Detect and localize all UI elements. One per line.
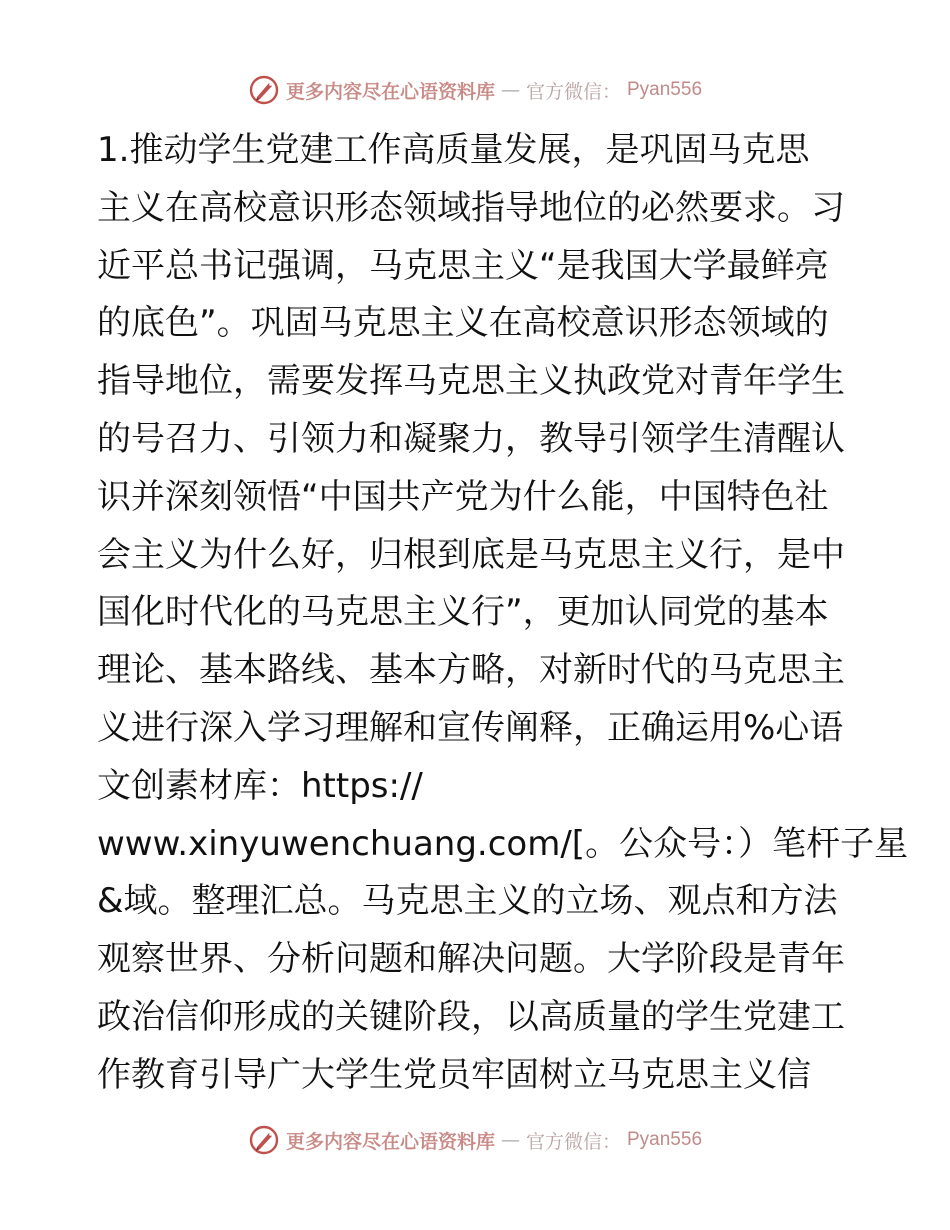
promo-text: 更多内容尽在心语资料库 bbox=[285, 1130, 495, 1153]
body-line: 义进行深入学习理解和宣传阐释，正确运用%心语 bbox=[97, 707, 844, 748]
pen-logo-icon bbox=[248, 74, 280, 106]
banner-separator: — bbox=[500, 1129, 520, 1151]
header-banner bbox=[0, 70, 950, 110]
body-line: 指导地位，需要发挥马克思主义执政党对青年学生 bbox=[97, 361, 845, 402]
banner-separator: — bbox=[500, 79, 520, 101]
body-line: 识并深刻领悟“中国共产党为什么能，中国特色社 bbox=[97, 476, 829, 517]
body-line: 近平总书记强调，马克思主义“是我国大学最鲜亮 bbox=[97, 245, 829, 286]
body-line: 政治信仰形成的关键阶段，以高质量的学生党建工 bbox=[97, 996, 845, 1037]
body-line: 的底色”。巩固马克思主义在高校意识形态领域的 bbox=[97, 303, 829, 344]
body-line: 理论、基本路线、基本方略，对新时代的马克思主 bbox=[97, 650, 845, 691]
body-line: 会主义为什么好，归根到底是马克思主义行，是中 bbox=[97, 534, 845, 575]
wechat-handle: Pyan556 bbox=[627, 79, 703, 100]
body-line: 文创素材库：https:// bbox=[97, 765, 423, 806]
body-line: 国化时代化的马克思主义行”，更加认同党的基本 bbox=[97, 592, 829, 633]
pen-logo-icon bbox=[248, 1124, 280, 1156]
body-line: www.xinyuwenchuang.com/[。公众号：）笔杆子星 bbox=[97, 823, 909, 864]
footer-banner bbox=[0, 1120, 950, 1160]
promo-text: 更多内容尽在心语资料库 bbox=[285, 80, 495, 103]
body-line: 的号召力、引领力和凝聚力，教导引领学生清醒认 bbox=[97, 418, 845, 459]
body-line: 作教育引导广大学生党员牢固树立马克思主义信 bbox=[97, 1054, 811, 1095]
wechat-label: 官方微信： bbox=[525, 80, 621, 103]
wechat-handle: Pyan556 bbox=[627, 1129, 703, 1150]
body-line: 1.推动学生党建工作高质量发展，是巩固马克思 bbox=[97, 130, 810, 170]
document-body bbox=[97, 122, 909, 1105]
body-line: &域。整理汇总。马克思主义的立场、观点和方法 bbox=[97, 881, 838, 922]
body-line: 主义在高校意识形态领域指导地位的必然要求。习 bbox=[97, 187, 845, 228]
wechat-label: 官方微信： bbox=[525, 1130, 621, 1153]
body-line: 观察世界、分析问题和解决问题。大学阶段是青年 bbox=[97, 939, 845, 980]
